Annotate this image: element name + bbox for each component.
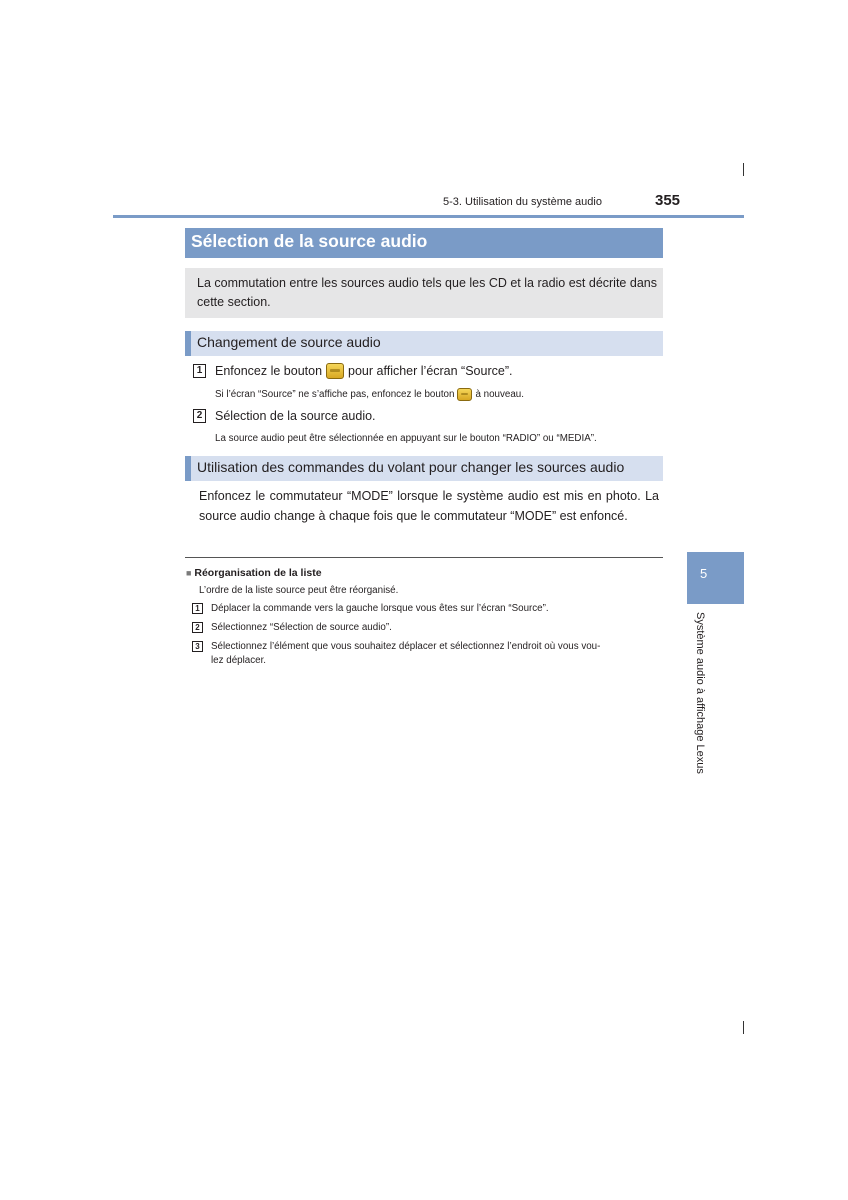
page-title: Sélection de la source audio: [191, 231, 428, 251]
step-text: Sélectionnez “Sélection de source audio”.: [211, 622, 392, 633]
reorg-heading-text: Réorganisation de la liste: [194, 567, 322, 579]
step-text: Déplacer la commande vers la gauche lorsque vous êtes sur l’écran “Source”.: [211, 603, 549, 614]
step-1-note: [215, 388, 524, 401]
media-button-icon: [326, 363, 344, 379]
chapter-number: 5: [700, 566, 708, 581]
crop-mark-bottom: [743, 1021, 744, 1034]
page-number: 355: [655, 192, 681, 209]
title-bar: [185, 228, 663, 258]
section-divider: [185, 557, 663, 558]
subheading-text: Utilisation des commandes du volant pour changer les sources audio: [197, 459, 625, 475]
step-number: 2: [193, 409, 206, 423]
step-1: [193, 363, 512, 379]
reorg-heading: [186, 567, 322, 579]
step-2: [193, 409, 376, 423]
reorg-step-2: [192, 622, 392, 633]
step-text: Sélection de la source audio.: [215, 409, 376, 423]
step-number: 1: [193, 364, 206, 378]
subheading-changement: [185, 331, 663, 356]
reorg-step-3-continued: lez déplacer.: [211, 655, 267, 666]
subheading-volant: [185, 456, 663, 481]
step-2-note: [215, 433, 597, 444]
subheading-text: Changement de source audio: [197, 334, 381, 350]
mode-paragraph: Enfoncez le commutateur “MODE” lorsque le système audio est mis en photo. La source audio change à chaque fois que le commutateur “MODE” est enfoncé.: [199, 489, 659, 523]
step-text-after: pour afficher l’écran “Source”.: [348, 364, 513, 378]
step-text-before: Enfoncez le bouton: [215, 364, 323, 378]
media-button-icon: [457, 388, 472, 401]
header-rule: [113, 215, 744, 218]
step-number: 1: [192, 603, 203, 614]
note-text: La source audio peut être sélectionnée en appuyant sur le bouton “RADIO” ou “MEDIA”.: [215, 433, 597, 444]
chapter-tab: [687, 552, 744, 604]
square-bullet-icon: ■: [186, 568, 192, 578]
intro-box: [185, 268, 663, 318]
note-text-after: à nouveau.: [475, 389, 524, 400]
reorg-step-1: [192, 603, 549, 614]
chapter-label: Système audio à affichage Lexus: [694, 612, 706, 774]
reorg-step-3: [192, 641, 600, 652]
note-text-before: Si l’écran “Source” ne s’affiche pas, enfoncez le bouton: [215, 389, 455, 400]
header-section: 5-3. Utilisation du système audio: [443, 196, 602, 208]
step-number: 2: [192, 622, 203, 633]
step-text: Sélectionnez l’élément que vous souhaitez déplacer et sélectionnez l’endroit où vous vou-: [211, 641, 601, 652]
intro-text: La commutation entre les sources audio tels que les CD et la radio est décrite dans cette section.: [197, 276, 657, 309]
step-number: 3: [192, 641, 203, 652]
crop-mark-top: [743, 163, 744, 176]
reorg-text: L’ordre de la liste source peut être réorganisé.: [199, 585, 399, 596]
